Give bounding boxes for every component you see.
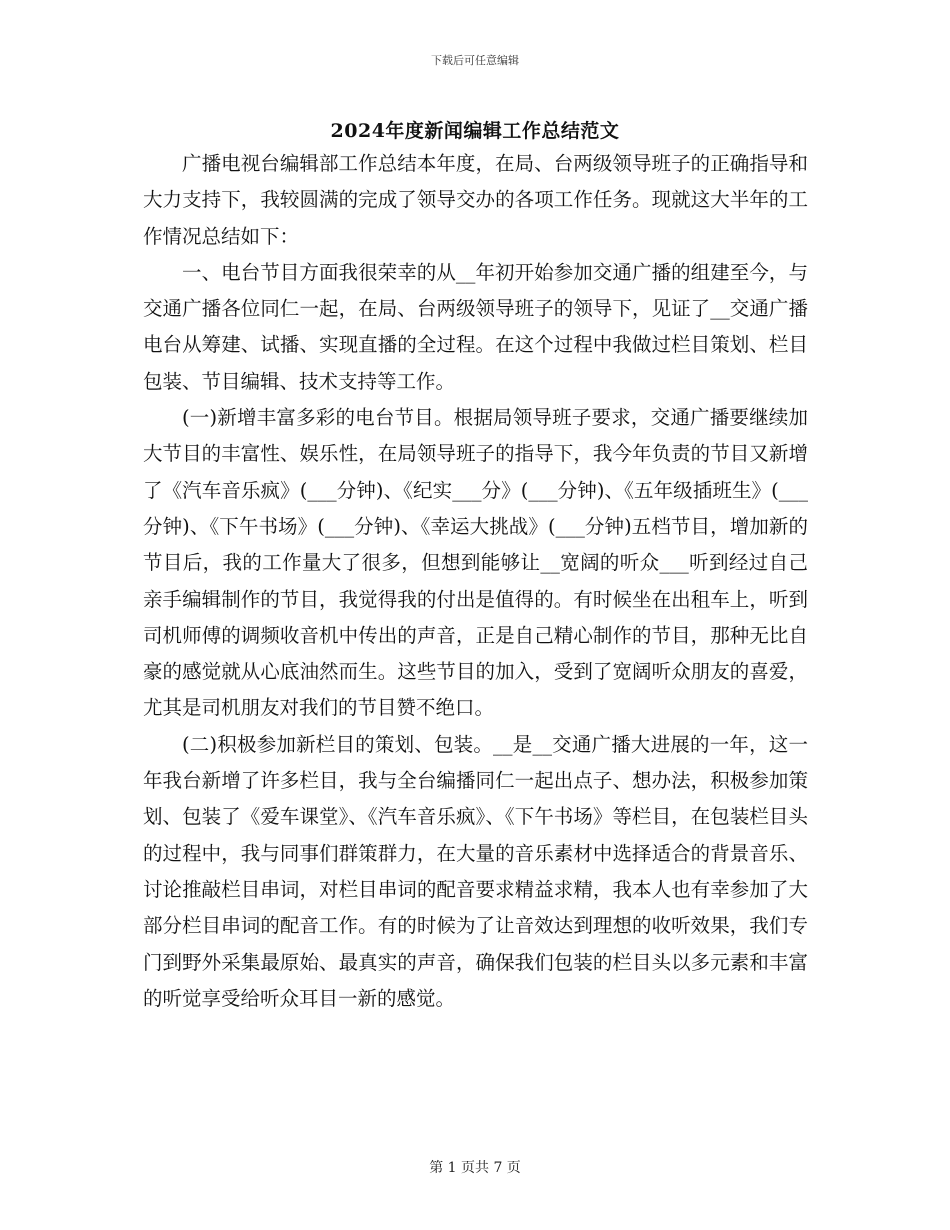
paragraph-section-one: 一、电台节目方面我很荣幸的从__年初开始参加交通广播的组建至今，与交通广播各位同仁一起，在局、台两级领导班子的领导下，见证了__交通广播电台从筹建、试播、实现直播的全过程。在这个过程中我做过栏目策划、栏目包装、节目编辑、技术支持等工作。: [143, 260, 808, 393]
paragraph-new-programs: (一)新增丰富多彩的电台节目。根据局领导班子要求，交通广播要继续加大节目的丰富性、娱乐性，在局领导班子的指导下，我今年负责的节目又新增了《汽车音乐疯》(___分钟)、《纪实___分》(___分钟)、《五年级插班生》(___分钟)、《下午书场》(___分钟)、《幸运大挑战》(___分钟)五档节目，增加新的节目后，我的工作量大了很多，但想到能够让__宽阔的听众___听到经过自己亲手编辑制作的节目，我觉得我的付出是值得的。有时候坐在出租车上，听到司机师傅的调频收音机中传出的声音，正是自己精心制作的节目，那种无比自豪的感觉就从心底油然而生。这些节目的加入，受到了宽阔听众朋友的喜爱，尤其是司机朋友对我们的节目赞不绝口。: [143, 406, 808, 720]
paragraph-column-packaging: (二)积极参加新栏目的策划、包装。__是__交通广播大进展的一年，这一年我台新增了许多栏目，我与全台编播同仁一起出点子、想办法，积极参加策划、包装了《爱车课堂》、《汽车音乐疯》、《下午书场》等栏目，在包装栏目头的过程中，我与同事们群策群力，在大量的音乐素材中选择适合的背景音乐、讨论推敲栏目串词，对栏目串词的配音要求精益求精，我本人也有幸参加了大部分栏目串词的配音工作。有的时候为了让音效达到理想的收听效果，我们专门到野外采集最原始、最真实的声音，确保我们包装的栏目头以多元素和丰富的听觉享受给听众耳目一新的感觉。: [143, 732, 808, 1010]
paragraph-intro: 广播电视台编辑部工作总结本年度，在局、台两级领导班子的正确指导和大力支持下，我较圆满的完成了领导交办的各项工作任务。现就这大半年的工作情况总结如下：: [143, 152, 808, 248]
page-header-note: 下载后可任意编辑: [431, 54, 519, 67]
page-number: 第 1 页共 7 页: [429, 1160, 521, 1176]
document-body: [143, 146, 808, 1017]
document-title: 2024年度新闻编辑工作总结范文: [330, 120, 620, 142]
